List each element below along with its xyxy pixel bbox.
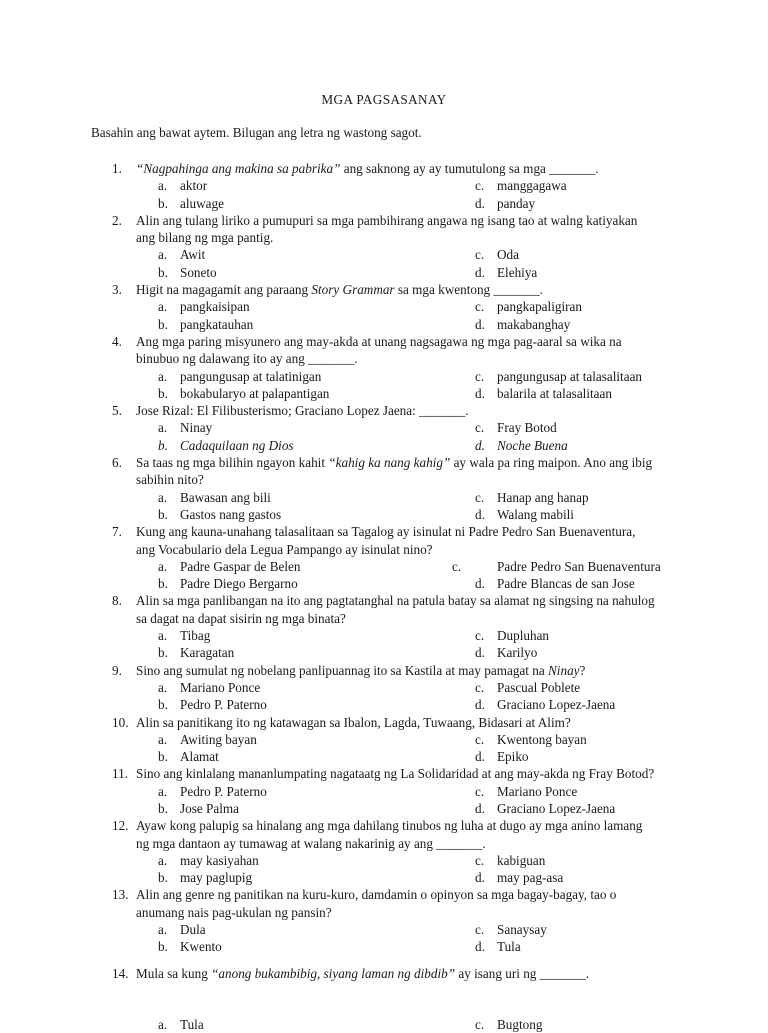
option-label: Soneto: [180, 264, 217, 280]
question-text: [0, 714, 656, 731]
spacer: [0, 956, 768, 965]
options-row: [0, 298, 768, 315]
question-body: Ang mga paring misyunero ang may-akda at unang nagsagawa ng mga pag-aaral sa wika na binubuo ng dalawang ito ay ang _______.: [136, 333, 622, 367]
question-body: Kung ang kauna-unahang talasalitaan sa Tagalog ay isinulat ni Padre Pedro San Buenaventura, ang Vocabulario dela Legua Pampango ay isinulat nino?: [136, 524, 636, 557]
option-label: panday: [497, 195, 536, 211]
option-letter: c.: [475, 628, 485, 644]
option-d[interactable]: [475, 938, 521, 955]
options-row: [0, 679, 768, 696]
option-label: pangungusap at talasalitaan: [497, 368, 643, 384]
option-label: makabanghay: [497, 316, 571, 332]
option-label: Tibag: [180, 628, 211, 644]
question-number: 8.: [112, 593, 122, 609]
option-label: Hanap ang hanap: [497, 489, 589, 505]
option-c[interactable]: [475, 921, 547, 938]
options-row: [0, 419, 768, 436]
option-d[interactable]: [475, 800, 615, 817]
options-row: [0, 195, 768, 212]
option-letter: a.: [158, 679, 168, 695]
options-row: [0, 368, 768, 385]
option-b[interactable]: [158, 938, 222, 955]
option-label: Dula: [180, 922, 206, 938]
option-d[interactable]: [475, 869, 563, 886]
option-letter: b.: [158, 645, 168, 661]
option-letter: a.: [158, 731, 168, 747]
option-label: Mariano Ponce: [180, 679, 261, 695]
question-number: 13.: [112, 887, 129, 903]
option-c[interactable]: [475, 177, 567, 194]
option-label: pangkapaligiran: [497, 299, 582, 315]
option-letter: d.: [475, 870, 485, 886]
option-label: kabiguan: [497, 852, 546, 868]
option-c[interactable]: [475, 731, 587, 748]
question-number: 6.: [112, 455, 122, 471]
question-text: [0, 333, 656, 368]
option-a[interactable]: [158, 731, 257, 748]
option-letter: c.: [475, 368, 485, 384]
option-letter: d.: [475, 939, 485, 955]
option-a[interactable]: [158, 921, 206, 938]
italic-term: Story Grammar: [311, 282, 395, 298]
option-d[interactable]: [475, 316, 570, 333]
option-a[interactable]: [158, 419, 212, 436]
option-c[interactable]: [475, 627, 549, 644]
options-row: [0, 506, 768, 523]
option-label: Kwentong bayan: [497, 731, 587, 747]
options-row: [0, 558, 768, 575]
option-letter: a.: [158, 783, 168, 799]
option-c[interactable]: [475, 783, 577, 800]
option-d[interactable]: [475, 385, 612, 402]
options-row: [0, 627, 768, 644]
option-label: Karilyo: [497, 645, 538, 661]
options-row: [0, 575, 768, 592]
question-number: 1.: [112, 161, 122, 176]
option-label: Mariano Ponce: [497, 783, 578, 799]
option-label: Karagatan: [180, 645, 235, 661]
question-item: [0, 160, 768, 212]
option-label: pangkaisipan: [180, 299, 250, 315]
option-d[interactable]: [475, 264, 537, 281]
option-d[interactable]: [475, 644, 537, 661]
question-number: 4.: [112, 333, 122, 349]
option-letter: c.: [475, 852, 485, 868]
option-a[interactable]: [158, 679, 260, 696]
question-number: 11.: [112, 766, 128, 782]
question-text: [0, 886, 656, 921]
option-letter: a.: [158, 558, 168, 574]
options-row: [0, 938, 768, 955]
option-b[interactable]: [158, 437, 294, 454]
question-rest: ?: [579, 662, 586, 678]
option-label: Padre Pedro San Buenaventura: [497, 558, 661, 574]
option-letter: d.: [475, 506, 485, 522]
option-label: manggagawa: [497, 178, 567, 194]
option-a[interactable]: [158, 852, 259, 869]
option-letter: d.: [475, 800, 485, 816]
option-label: Pedro P. Paterno: [180, 783, 267, 799]
question-text: [0, 765, 656, 782]
options-row: [0, 869, 768, 886]
quoted-phrase: “Nagpahinga ang makina sa pabrika”: [136, 161, 341, 176]
option-letter: d.: [475, 385, 485, 401]
option-label: Graciano Lopez-Jaena: [497, 697, 616, 713]
option-letter: d.: [475, 749, 485, 765]
option-label: Kwento: [180, 939, 222, 955]
option-b[interactable]: [158, 748, 219, 765]
options-row: [0, 731, 768, 748]
options-row: [0, 644, 768, 661]
option-label: Sanaysay: [497, 922, 547, 938]
option-b[interactable]: [158, 575, 298, 592]
question-rest: ang saknong ay ay tumutulong sa mga _______.: [340, 161, 599, 176]
option-label: Gastos nang gastos: [180, 506, 282, 522]
quoted-phrase: “anong bukambibig, siyang laman ng dibdib”: [211, 965, 456, 981]
question-body: Alin ang tulang liriko a pumupuri sa mga pambihirang angawa ng isang tao at walng katiyakan ang bilang ng mga pantig.: [136, 212, 638, 246]
options-row: [0, 489, 768, 506]
option-letter: a.: [158, 178, 168, 194]
options-row: [0, 800, 768, 817]
option-c[interactable]: [475, 489, 589, 506]
question-text: [0, 212, 656, 247]
option-d[interactable]: [475, 696, 615, 713]
option-a[interactable]: [158, 558, 300, 575]
option-letter: b.: [158, 316, 168, 332]
option-label: Ninay: [180, 420, 213, 436]
option-letter: a.: [158, 628, 168, 644]
question-body: Sino ang sumulat ng nobelang panlipuannag ito sa Kastila at may pamagat na: [136, 662, 549, 678]
question-body: Alin sa panitikang ito ng katawagan sa Ibalon, Lagda, Tuwaang, Bidasari at Alim?: [136, 714, 571, 730]
option-a[interactable]: [158, 783, 267, 800]
option-label: aktor: [180, 178, 208, 194]
option-c[interactable]: [475, 419, 557, 436]
question-rest: sa mga kwentong _______.: [394, 282, 543, 298]
option-letter: c.: [475, 299, 485, 315]
options-row: [0, 177, 768, 194]
option-label: Oda: [497, 247, 519, 263]
options-row: [0, 783, 768, 800]
option-label: Fray Botod: [497, 420, 557, 436]
option-letter: b.: [158, 195, 168, 211]
option-c[interactable]: [475, 1016, 542, 1033]
options-row: [0, 696, 768, 713]
question-number: 10.: [112, 714, 129, 730]
question-text: [0, 281, 656, 298]
option-letter: a.: [158, 922, 168, 938]
option-letter: b.: [158, 385, 168, 401]
options-row: [0, 748, 768, 765]
option-label: Bugtong: [497, 1017, 543, 1032]
option-letter: a.: [158, 1017, 168, 1032]
option-c[interactable]: [475, 852, 545, 869]
question-item: [0, 454, 768, 523]
question-item: [0, 886, 768, 955]
question-item: [0, 333, 768, 402]
question-number: 5.: [112, 403, 122, 419]
option-label: pangungusap at talatinigan: [180, 368, 322, 384]
option-letter: c.: [475, 178, 485, 194]
options-row: [0, 385, 768, 402]
question-text: [0, 402, 656, 419]
options-row: [0, 246, 768, 263]
option-letter: d.: [475, 697, 485, 713]
option-letter: b.: [158, 800, 168, 816]
page-title: MGA PAGSASANAY: [321, 92, 447, 107]
question-item: [0, 523, 768, 592]
question-item: [0, 402, 768, 454]
question-body: Mula sa kung: [136, 965, 212, 981]
option-label: Padre Gaspar de Belen: [180, 558, 301, 574]
instructions: Basahin ang bawat aytem. Bilugan ang letra ng wastong sagot.: [91, 125, 422, 140]
question-body: Ayaw kong palupig sa hinalang ang mga dahilang tinubos ng luha at dugo ay mga anino lamang ng mga dantaon ay tumawag at walang nakarinig ay ang _______.: [136, 818, 643, 851]
question-text: [0, 592, 656, 627]
option-b[interactable]: [158, 264, 217, 281]
option-label: balarila at talasalitaan: [497, 385, 612, 401]
option-letter: c.: [475, 420, 485, 436]
options-row: [0, 921, 768, 938]
option-letter: b.: [158, 697, 168, 713]
question-number: 2.: [112, 212, 122, 228]
option-b[interactable]: [158, 800, 239, 817]
question-item: [0, 212, 768, 281]
question-text: [0, 160, 656, 177]
question-rest: ay isang uri ng _______.: [455, 965, 590, 981]
question-number: 9.: [112, 662, 122, 678]
option-letter: d.: [475, 437, 485, 453]
option-letter: a.: [158, 368, 168, 384]
question-text: [0, 965, 656, 982]
option-a[interactable]: [158, 1016, 204, 1033]
option-label: Graciano Lopez-Jaena: [497, 800, 616, 816]
question-item: [0, 817, 768, 886]
question-body: Higit na magagamit ang paraang: [136, 282, 312, 298]
question-text: [0, 817, 656, 852]
option-d[interactable]: [475, 575, 635, 592]
question-text: [0, 454, 656, 489]
option-b[interactable]: [158, 506, 281, 523]
option-a[interactable]: [158, 368, 321, 385]
option-label: aluwage: [180, 195, 224, 211]
option-a[interactable]: [158, 177, 207, 194]
question-item: [0, 592, 768, 661]
option-letter: d.: [475, 195, 485, 211]
option-a[interactable]: [158, 627, 210, 644]
option-letter: b.: [158, 506, 168, 522]
option-b[interactable]: [158, 696, 267, 713]
option-label: Padre Diego Bergarno: [180, 576, 298, 592]
option-label: Dupluhan: [497, 628, 550, 644]
option-letter: d.: [475, 645, 485, 661]
options-row: [0, 437, 768, 454]
option-label: Awiting bayan: [180, 731, 257, 747]
option-a[interactable]: [158, 246, 205, 263]
option-b[interactable]: [158, 385, 329, 402]
option-c[interactable]: [475, 368, 642, 385]
option-b[interactable]: [158, 869, 252, 886]
question-body: Jose Rizal: El Filibusterismo; Graciano Lopez Jaena: _______.: [136, 403, 469, 419]
question-body: Alin sa mga panlibangan na ito ang pagtatanghal na patula batay sa alamat ng singsing na nahulog sa dagat na dapat sisirin ng mga binata?: [136, 593, 655, 626]
option-letter: c.: [475, 1017, 485, 1032]
option-d[interactable]: [475, 195, 535, 212]
question-body: Sino ang kinlalang mananlumpating nagataatg ng La Solidaridad at ang may-akda ng Fray Botod?: [136, 766, 655, 782]
option-label: Jose Palma: [180, 800, 239, 816]
question-item: [0, 281, 768, 333]
question-list: [0, 160, 768, 982]
option-letter: b.: [158, 264, 168, 280]
option-label: Noche Buena: [497, 437, 568, 453]
question-number: 3.: [112, 282, 122, 298]
option-letter: d.: [475, 316, 485, 332]
option-letter: c.: [475, 731, 485, 747]
option-label: Awit: [180, 247, 206, 263]
option-letter: b.: [158, 576, 168, 592]
option-letter: c.: [475, 247, 485, 263]
option-label: bokabularyo at palapantigan: [180, 385, 330, 401]
option-d[interactable]: [475, 748, 529, 765]
question-body: Alin ang genre ng panitikan na kuru-kuro, damdamin o opinyon sa mga bagay-bagay, tao o anumang nais pag-ukulan ng pansin?: [136, 887, 617, 920]
option-label: Epiko: [497, 749, 529, 765]
option-letter: c.: [475, 783, 485, 799]
question-item: [0, 714, 768, 766]
option-a[interactable]: [158, 298, 250, 315]
option-label: Pedro P. Paterno: [180, 697, 267, 713]
option-letter: c.: [475, 489, 485, 505]
option-a[interactable]: [158, 489, 271, 506]
option-c[interactable]: [475, 246, 519, 263]
question-item: [0, 662, 768, 714]
question-body: Sa taas ng mga bilihin ngayon kahit: [136, 455, 329, 471]
question-item: [0, 965, 768, 982]
option-letter: a.: [158, 247, 168, 263]
option-letter: a.: [158, 420, 168, 436]
option-letter: b.: [158, 870, 168, 886]
question-item: [0, 765, 768, 817]
option-letter: a.: [158, 489, 168, 505]
option-letter: d.: [475, 264, 485, 280]
options-row: [0, 852, 768, 869]
option-letter: c.: [475, 922, 485, 938]
option-c[interactable]: [475, 298, 582, 315]
option-letter: a.: [158, 852, 168, 868]
question-number: 12.: [112, 818, 129, 834]
options-row: [0, 264, 768, 281]
question-text: [0, 523, 656, 558]
option-letter: b.: [158, 749, 168, 765]
option-b[interactable]: [158, 195, 224, 212]
quoted-phrase: “kahig ka nang kahig”: [328, 455, 451, 471]
option-d[interactable]: [475, 506, 574, 523]
options-row: [0, 316, 768, 333]
option-label: Alamat: [180, 749, 219, 765]
question-rest: ay wala pa ring maipon. Ano ang ibig sabihin nito?: [136, 455, 653, 488]
option-label: Pascual Poblete: [497, 679, 581, 695]
option-letter: b.: [158, 939, 168, 955]
option-label: Bawasan ang bili: [180, 489, 271, 505]
question-text: [0, 662, 656, 679]
options-row-clipped: [0, 1016, 768, 1032]
italic-title: Ninay: [548, 662, 580, 678]
option-c[interactable]: [452, 558, 661, 575]
option-label: Elehiya: [497, 264, 538, 280]
option-b[interactable]: [158, 316, 253, 333]
option-letter: b.: [158, 437, 168, 453]
option-letter: c.: [452, 558, 462, 574]
option-label: may kasiyahan: [180, 852, 259, 868]
question-number: 14.: [112, 965, 129, 981]
option-letter: a.: [158, 299, 168, 315]
option-label: Tula: [497, 939, 521, 955]
question-number: 7.: [112, 524, 122, 540]
option-label: may pag-asa: [497, 870, 564, 886]
option-d[interactable]: [475, 437, 568, 454]
option-label: Padre Blancas de san Jose: [497, 576, 635, 592]
option-b[interactable]: [158, 644, 234, 661]
option-label: pangkatauhan: [180, 316, 254, 332]
option-letter: c.: [475, 679, 485, 695]
option-label: Tula: [180, 1017, 204, 1032]
option-label: may paglupig: [180, 870, 253, 886]
option-label: Walang mabili: [497, 506, 574, 522]
option-label: Cadaquilaan ng Dios: [180, 437, 294, 453]
option-letter: d.: [475, 576, 485, 592]
option-c[interactable]: [475, 679, 580, 696]
